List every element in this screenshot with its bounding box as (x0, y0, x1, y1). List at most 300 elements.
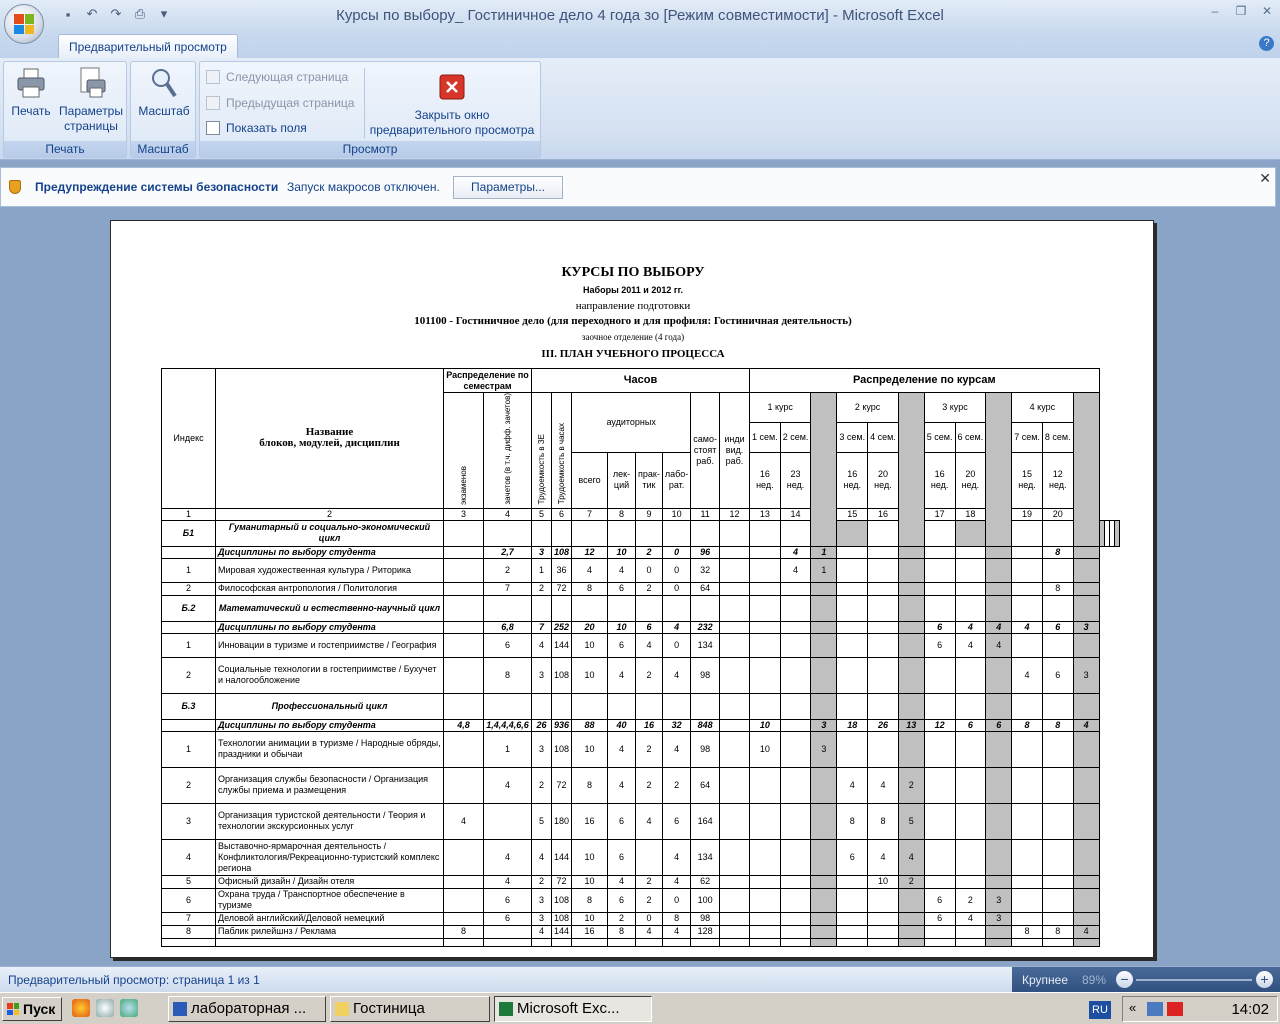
table-cell (868, 925, 899, 938)
table-cell (837, 520, 868, 546)
table-cell: 0 (636, 912, 663, 925)
table-cell (1042, 839, 1073, 875)
table-cell (868, 657, 899, 693)
table-cell (444, 558, 484, 582)
gray-separator (986, 803, 1012, 839)
table-cell: 2 (636, 657, 663, 693)
print-button[interactable]: Печать (8, 64, 54, 119)
checkbox-icon (206, 121, 220, 135)
gray-separator: 3 (986, 912, 1012, 925)
gray-separator (986, 925, 1012, 938)
table-cell (749, 582, 780, 595)
table-cell (444, 546, 484, 558)
show-margins-checkbox[interactable]: Показать поля (206, 121, 307, 135)
row-name: Социальные технологии в гостеприимстве / Бухучет и налогообложение (216, 657, 444, 693)
table-cell (719, 693, 749, 719)
table-cell (837, 888, 868, 912)
header-individual: инди вид. раб. (719, 393, 749, 509)
table-cell (444, 875, 484, 888)
gray-separator (811, 582, 837, 595)
table-cell (868, 546, 899, 558)
options-button[interactable]: Параметры... (453, 176, 563, 199)
gray-separator: 4 (898, 839, 924, 875)
table-cell (719, 938, 749, 946)
page-setup-button[interactable]: Параметры страницы (58, 64, 124, 134)
print-preview-icon[interactable]: ⎙ (134, 6, 146, 21)
table-cell (1042, 938, 1073, 946)
table-cell: 108 (552, 912, 572, 925)
table-cell: 4 (532, 925, 552, 938)
table-cell (780, 875, 811, 888)
table-cell (986, 938, 1012, 946)
security-warning-title: Предупреждение системы безопасности (35, 180, 279, 194)
doc-program: 101100 - Гостиничное дело (для переходного и для профиля: Гостиничная деятельность) (414, 315, 852, 327)
table-cell (444, 621, 484, 633)
table-cell: 4 (662, 731, 690, 767)
zoom-out-icon[interactable]: − (1116, 971, 1133, 988)
table-cell (1042, 731, 1073, 767)
security-warning-bar (0, 167, 1276, 207)
table-cell: 16 (636, 719, 663, 731)
table-cell: 108 (552, 888, 572, 912)
table-cell (780, 719, 811, 731)
table-cell (811, 693, 837, 719)
zoom-button[interactable]: Масштаб (135, 64, 193, 119)
table-cell (444, 633, 484, 657)
table-cell (780, 888, 811, 912)
table-cell (749, 657, 780, 693)
next-page-button[interactable]: Следующая страница (206, 70, 348, 84)
header-course-4: 4 курс (1012, 393, 1073, 423)
table-cell: 128 (691, 925, 720, 938)
table-row (162, 546, 1120, 558)
block-index: Б1 (162, 520, 216, 546)
table-cell: 180 (552, 803, 572, 839)
row-name: Организация туристской деятельности / Теория и технологии экскурсионных услуг (216, 803, 444, 839)
row-index: 2 (162, 582, 216, 595)
column-number: 3 (444, 508, 484, 520)
table-cell (1042, 633, 1073, 657)
start-button[interactable]: Пуск (2, 997, 62, 1021)
table-cell: 10 (572, 657, 608, 693)
column-number: 6 (552, 508, 572, 520)
table-cell: 8 (662, 912, 690, 925)
header-weeks-1: 16 нед. (749, 452, 780, 508)
table-cell (749, 839, 780, 875)
network-icon[interactable] (120, 999, 138, 1017)
table-cell: 4 (444, 803, 484, 839)
gray-separator: 2 (898, 875, 924, 888)
group-label-print: Печать (4, 141, 126, 157)
header-sem-2: 2 сем. (780, 422, 811, 452)
header-weeks-2: 23 нед. (780, 452, 811, 508)
table-cell: 26 (532, 719, 552, 731)
table-row (162, 369, 1120, 393)
gray-separator (986, 767, 1012, 803)
table-cell: 8 (484, 657, 532, 693)
gray-separator (898, 546, 924, 558)
table-cell (749, 558, 780, 582)
block-name: Гуманитарный и социально-экономический цикл (216, 520, 444, 546)
preview-area[interactable] (0, 208, 1280, 966)
table-cell (749, 875, 780, 888)
table-cell: 6 (608, 633, 636, 657)
minimize-icon[interactable]: – (1211, 4, 1219, 18)
gray-separator (811, 839, 837, 875)
table-cell: 4 (572, 558, 608, 582)
table-row (162, 582, 1120, 595)
table-cell (780, 595, 811, 621)
row-name: Дисциплины по выбору студента (216, 546, 444, 558)
table-cell (868, 520, 899, 546)
table-cell: 134 (691, 633, 720, 657)
doc-form: заочное отделение (4 года) (581, 332, 685, 342)
close-preview-icon (439, 74, 465, 100)
table-cell: 8 (1042, 546, 1073, 558)
zoom-percent: 89% (1082, 973, 1107, 987)
table-cell (924, 938, 955, 946)
task-hotel-folder[interactable]: Гостиница (330, 996, 490, 1022)
close-preview-button[interactable]: Закрыть окно предварительного просмотра (366, 64, 538, 138)
gray-separator (1073, 912, 1099, 925)
table-cell (532, 938, 552, 946)
row-name: Мировая художественная культура / Риторика (216, 558, 444, 582)
table-cell (532, 520, 552, 546)
table-cell (1042, 595, 1073, 621)
table-cell: 0 (636, 558, 663, 582)
column-number: 20 (1042, 508, 1073, 520)
table-cell: 3 (532, 888, 552, 912)
table-cell: 2,7 (484, 546, 532, 558)
table-cell (955, 803, 986, 839)
table-cell (955, 938, 986, 946)
table-cell (484, 693, 532, 719)
table-cell: 12 (924, 719, 955, 731)
gray-separator: 4 (986, 621, 1012, 633)
table-cell: 64 (691, 767, 720, 803)
table-cell (924, 558, 955, 582)
table-cell (484, 938, 532, 946)
table-cell: 3 (532, 912, 552, 925)
table-cell: 6 (924, 621, 955, 633)
close-icon[interactable]: ✕ (1261, 4, 1273, 18)
table-cell (662, 938, 690, 946)
table-cell: 0 (662, 558, 690, 582)
table-cell: 2 (662, 767, 690, 803)
column-number: 1 (162, 508, 216, 520)
table-cell: 6 (1042, 621, 1073, 633)
table-cell: 4 (955, 912, 986, 925)
table-cell (868, 633, 899, 657)
table-cell (780, 731, 811, 767)
table-cell: 62 (691, 875, 720, 888)
table-cell (1042, 558, 1073, 582)
table-cell (955, 875, 986, 888)
gray-separator (811, 875, 837, 888)
table-cell: 2 (532, 875, 552, 888)
row-index: 1 (162, 633, 216, 657)
group-preview (199, 61, 541, 158)
table-cell (868, 693, 899, 719)
table-row (162, 621, 1120, 633)
table-cell: 8 (1042, 582, 1073, 595)
table-cell (691, 938, 720, 946)
table-cell: 3 (532, 731, 552, 767)
table-cell (552, 520, 572, 546)
gray-separator (898, 925, 924, 938)
table-cell (811, 938, 837, 946)
tray-arrow-icon[interactable]: « (1129, 1000, 1137, 1015)
table-cell: 6 (924, 888, 955, 912)
table-cell: 6 (662, 803, 690, 839)
header-weeks-7: 15 нед. (1012, 452, 1043, 508)
table-cell (868, 595, 899, 621)
row-index: 8 (162, 925, 216, 938)
table-cell: 40 (608, 719, 636, 731)
task-lab[interactable]: лабораторная ... (168, 996, 326, 1022)
redo-icon[interactable]: ↷ (110, 6, 122, 21)
table-cell (636, 693, 663, 719)
table-cell: 10 (749, 731, 780, 767)
table-cell: 26 (868, 719, 899, 731)
tab-print-preview[interactable]: Предварительный просмотр (58, 34, 238, 59)
table-cell (924, 546, 955, 558)
table-cell: 88 (572, 719, 608, 731)
table-cell (1042, 803, 1073, 839)
customize-icon[interactable]: ▾ (160, 6, 168, 21)
table-cell (868, 731, 899, 767)
table-cell (719, 595, 749, 621)
table-cell: 4 (780, 546, 811, 558)
table-cell: 6 (924, 912, 955, 925)
header-ze: Трудоемкость в ЗЕ (532, 393, 552, 509)
table-cell (719, 520, 749, 546)
table-cell: 1,4,4,4,6,6 (484, 719, 532, 731)
office-button[interactable] (4, 4, 44, 44)
window-title: Курсы по выбору_ Гостиничное дело 4 года зо [Режим совместимости] - Microsoft Excel (336, 7, 944, 24)
table-cell: 6 (955, 719, 986, 731)
table-cell (837, 657, 868, 693)
table-cell: 3 (532, 546, 552, 558)
table-cell (868, 582, 899, 595)
table-cell: 8 (1042, 719, 1073, 731)
status-bar (0, 966, 1280, 992)
table-cell (780, 767, 811, 803)
table-cell (444, 595, 484, 621)
ribbon-tabs (0, 32, 1280, 58)
table-cell (837, 938, 868, 946)
gray-separator (1073, 558, 1099, 582)
header-labs: лабо- рат. (662, 452, 690, 508)
table-cell (552, 938, 572, 946)
row-index: 1 (162, 731, 216, 767)
header-sem-4: 4 сем. (868, 422, 899, 452)
table-cell: 4 (1012, 657, 1043, 693)
gray-separator (811, 912, 837, 925)
table-cell: 72 (552, 767, 572, 803)
table-cell (749, 767, 780, 803)
media-icon[interactable] (96, 999, 114, 1017)
table-cell (898, 595, 924, 621)
table-cell: 10 (572, 912, 608, 925)
prev-page-button[interactable]: Предыдущая страница (206, 96, 354, 110)
table-cell: 2 (608, 912, 636, 925)
table-cell: 4 (608, 558, 636, 582)
table-cell: 0 (662, 633, 690, 657)
header-sem-6: 6 сем. (955, 422, 986, 452)
table-cell: 4 (662, 925, 690, 938)
close-icon[interactable]: ✕ (1259, 170, 1271, 186)
word-icon (173, 1002, 187, 1016)
table-cell: 1 (532, 558, 552, 582)
header-practice: прак- тик (636, 452, 663, 508)
table-cell (444, 888, 484, 912)
table-cell (552, 693, 572, 719)
table-cell: 936 (552, 719, 572, 731)
antivirus-icon[interactable] (1167, 1002, 1183, 1016)
table-cell (924, 731, 955, 767)
table-cell: 4 (608, 767, 636, 803)
table-cell (837, 912, 868, 925)
row-index (162, 719, 216, 731)
browser-icon[interactable] (72, 999, 90, 1017)
table-cell: 20 (572, 621, 608, 633)
gray-separator (986, 393, 1012, 547)
table-cell: 108 (552, 731, 572, 767)
table-cell: 10 (572, 839, 608, 875)
tray-network-icon[interactable] (1147, 1002, 1163, 1016)
table-cell (484, 803, 532, 839)
table-cell: 8 (1042, 925, 1073, 938)
table-cell: 4 (484, 767, 532, 803)
table-cell: 4 (955, 633, 986, 657)
table-cell: 4 (955, 621, 986, 633)
table-cell: 6 (484, 888, 532, 912)
row-name: Философская антропология / Политология (216, 582, 444, 595)
group-zoom (130, 61, 196, 158)
table-cell (924, 657, 955, 693)
table-cell (1012, 839, 1043, 875)
table-cell (532, 595, 552, 621)
gray-separator (898, 582, 924, 595)
restore-icon[interactable]: ❐ (1235, 4, 1247, 18)
table-cell: 4 (608, 657, 636, 693)
header-courses: Распределение по курсам (749, 369, 1099, 393)
undo-icon[interactable]: ↶ (86, 6, 98, 21)
table-cell: 134 (691, 839, 720, 875)
column-number: 18 (955, 508, 986, 520)
table-cell (1042, 693, 1073, 719)
table-cell: 0 (662, 546, 690, 558)
table-cell: 16 (572, 803, 608, 839)
table-cell: 4 (868, 839, 899, 875)
table-cell (749, 546, 780, 558)
table-cell (1114, 520, 1119, 546)
doc-section: III. ПЛАН УЧЕБНОГО ПРОЦЕССА (541, 348, 725, 360)
table-cell: 2 (636, 731, 663, 767)
table-cell (444, 693, 484, 719)
gray-separator (986, 558, 1012, 582)
table-cell (1012, 595, 1043, 621)
table-cell (780, 520, 811, 546)
table-row (162, 731, 1120, 767)
gray-separator (811, 393, 837, 547)
table-cell: 2 (636, 888, 663, 912)
table-cell: 10 (608, 546, 636, 558)
header-course-2: 2 курс (837, 393, 898, 423)
gray-separator (898, 633, 924, 657)
table-cell: 10 (572, 633, 608, 657)
table-cell (444, 938, 484, 946)
table-row (162, 875, 1120, 888)
gray-separator (811, 633, 837, 657)
table-cell (162, 938, 216, 946)
table-cell: 6 (484, 912, 532, 925)
table-cell (216, 938, 444, 946)
help-icon[interactable]: ? (1259, 36, 1274, 51)
zoom-slider[interactable] (1136, 979, 1252, 981)
table-cell (986, 595, 1012, 621)
table-cell (749, 693, 780, 719)
table-cell (1042, 888, 1073, 912)
table-cell (691, 693, 720, 719)
table-row (162, 520, 1120, 546)
gray-separator (1073, 582, 1099, 595)
table-cell: 32 (662, 719, 690, 731)
table-cell: 98 (691, 731, 720, 767)
table-row (162, 803, 1120, 839)
row-index: 2 (162, 657, 216, 693)
row-index: 2 (162, 767, 216, 803)
table-cell: 6,8 (484, 621, 532, 633)
table-cell (719, 582, 749, 595)
table-cell (1012, 582, 1043, 595)
table-cell (837, 546, 868, 558)
gray-separator (898, 888, 924, 912)
table-row (162, 558, 1120, 582)
table-cell (749, 803, 780, 839)
zoom-in-label[interactable]: Крупнее (1022, 973, 1069, 987)
preview-page (110, 220, 1154, 958)
table-cell (837, 693, 868, 719)
table-cell (484, 520, 532, 546)
table-cell (868, 888, 899, 912)
taskbar (0, 992, 1280, 1024)
header-sem-5: 5 сем. (924, 422, 955, 452)
gray-separator: 4 (1073, 925, 1099, 938)
table-cell: 4 (608, 875, 636, 888)
gray-separator (811, 767, 837, 803)
table-cell (719, 925, 749, 938)
column-number: 17 (924, 508, 955, 520)
table-cell: 2 (532, 767, 552, 803)
header-weeks-5: 16 нед. (924, 452, 955, 508)
table-cell (1012, 520, 1043, 546)
row-index (162, 621, 216, 633)
gray-separator (1073, 767, 1099, 803)
save-icon[interactable]: ▪ (65, 6, 71, 22)
column-number: 15 (837, 508, 868, 520)
zoom-in-icon[interactable]: + (1256, 971, 1273, 988)
task-excel[interactable]: Microsoft Exc... (494, 996, 652, 1022)
next-page-icon (206, 70, 220, 84)
doc-title: КУРСЫ ПО ВЫБОРУ (561, 265, 705, 280)
table-cell (444, 839, 484, 875)
table-cell (532, 693, 552, 719)
language-indicator[interactable]: RU (1089, 1001, 1111, 1019)
table-row (162, 938, 1120, 946)
table-cell (955, 731, 986, 767)
